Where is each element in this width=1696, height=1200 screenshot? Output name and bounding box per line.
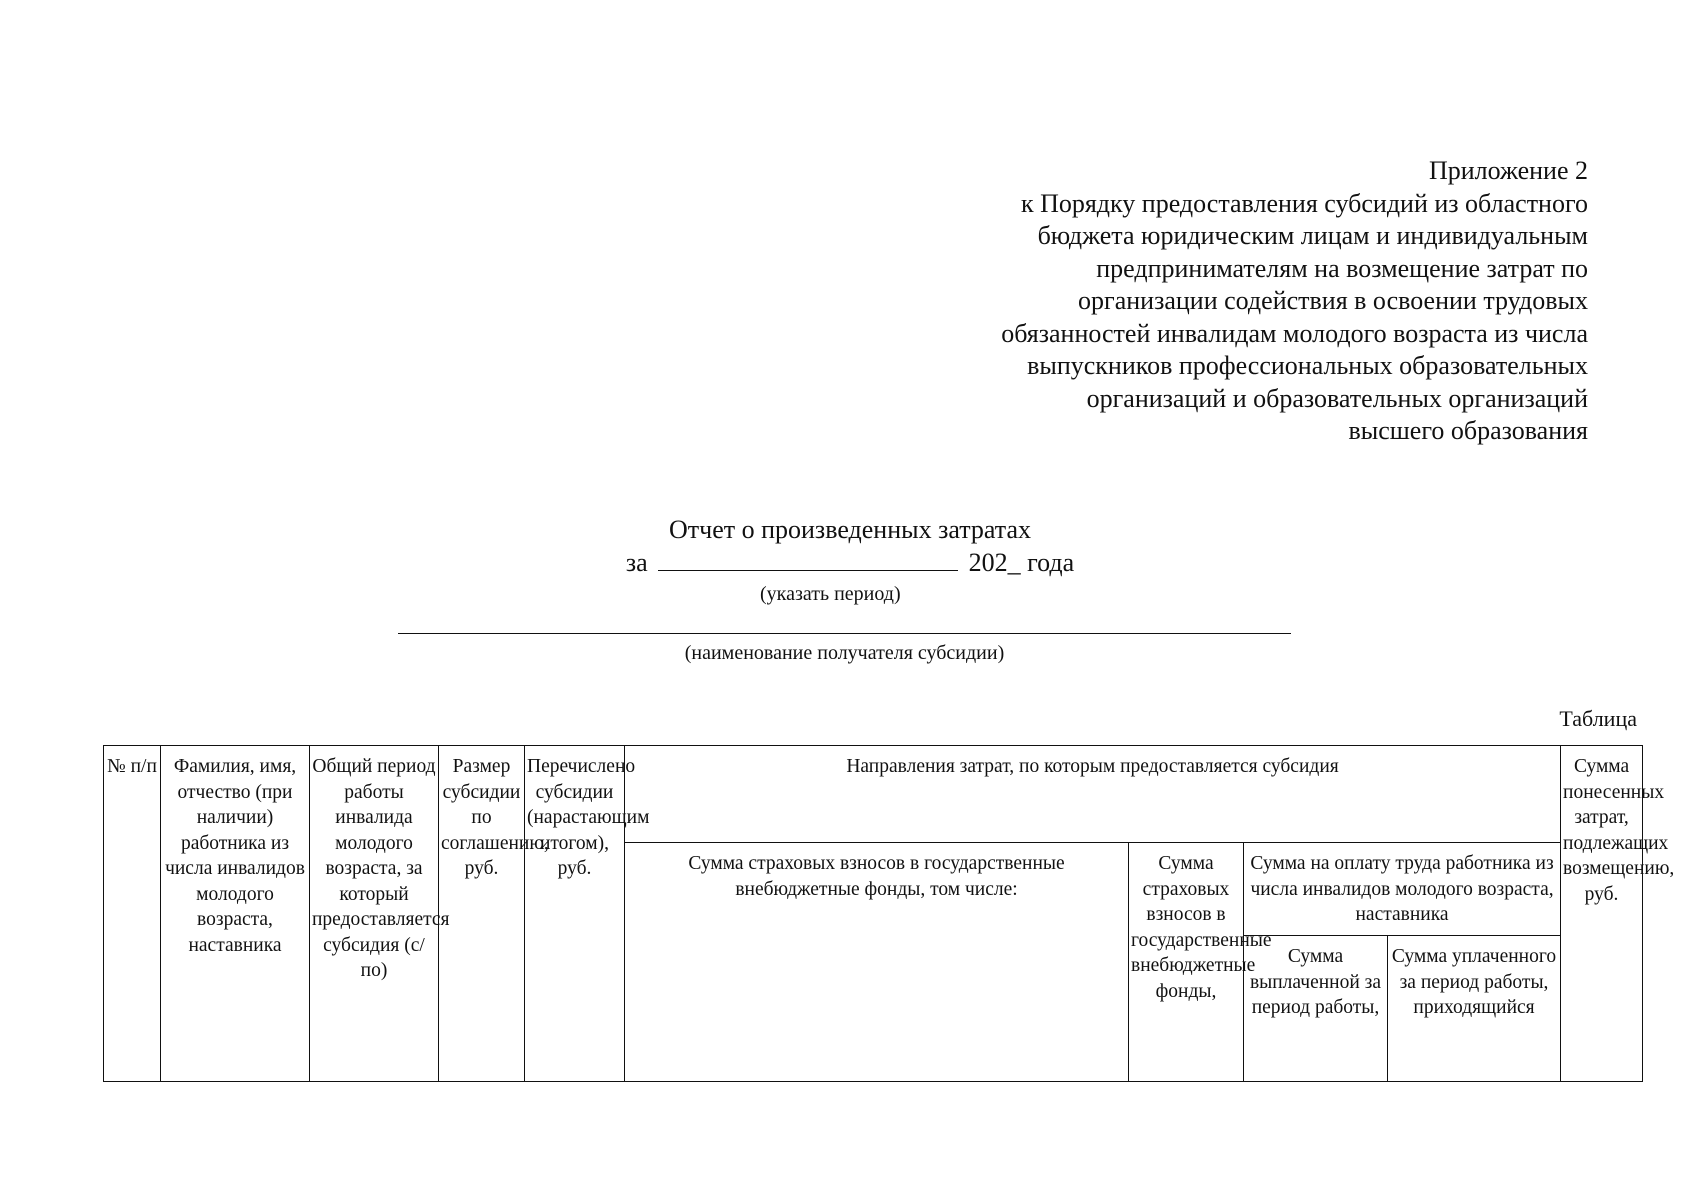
appendix-line: к Порядку предоставления субсидий из областного bbox=[1020, 188, 1588, 218]
table-label: Таблица bbox=[1559, 706, 1637, 731]
period-suffix: 202_ года bbox=[968, 548, 1075, 577]
appendix-line: выпускников профессиональных образовательных bbox=[1027, 351, 1588, 380]
period-hint: (указать период) bbox=[760, 583, 901, 605]
header-transferred: Перечислено субсидии (нарастающим итогом), руб. bbox=[525, 746, 625, 1082]
header-subsidy-size: Размер субсидии по соглашению, руб. bbox=[439, 746, 525, 1082]
report-title: Отчет о произведенных затратах bbox=[668, 515, 1031, 544]
recipient-blank-field[interactable] bbox=[398, 633, 1291, 634]
header-insurance-total: Сумма страховых взносов в государственные внебюджетные фонды, том числе: bbox=[625, 843, 1129, 1082]
appendix-line: обязанностей инвалидам молодого возраста из числа bbox=[1001, 318, 1588, 348]
recipient-hint: (наименование получателя субсидии) bbox=[684, 642, 1005, 664]
header-total-costs: Сумма понесенных затрат, подлежащих возмещению, руб. bbox=[1561, 746, 1643, 1082]
header-insurance-funds: Сумма страховых взносов в государственные внебюджетные фонды, bbox=[1129, 843, 1244, 1082]
appendix-line: Приложение 2 bbox=[1428, 156, 1588, 185]
header-paid-for-period: Сумма выплаченной за период работы, bbox=[1244, 936, 1388, 1082]
header-directions: Направления затрат, по которым предоставляется субсидия bbox=[625, 746, 1561, 843]
appendix-line: организации содействия в освоении трудовых bbox=[1078, 286, 1588, 315]
appendix-line: бюджета юридическим лицам и индивидуальным bbox=[1037, 221, 1588, 250]
header-labor-pay: Сумма на оплату труда работника из числа инвалидов молодого возраста, наставника bbox=[1244, 843, 1561, 936]
header-paid-for-period-share: Сумма уплаченного за период работы, приходящийся bbox=[1388, 936, 1561, 1082]
appendix-block bbox=[888, 155, 1588, 448]
header-num: № п/п bbox=[104, 746, 161, 1082]
period-prefix: за bbox=[625, 548, 648, 577]
period-blank-field[interactable] bbox=[658, 548, 958, 571]
appendix-line: организаций и образовательных организаций bbox=[1086, 383, 1588, 413]
appendix-line: высшего образования bbox=[1348, 416, 1588, 445]
header-name: Фамилия, имя, отчество (при наличии) работника из числа инвалидов молодого возраста, наставника bbox=[161, 746, 310, 1082]
costs-table bbox=[103, 745, 1675, 1082]
report-period bbox=[500, 548, 1200, 578]
header-period: Общий период работы инвалида молодого возраста, за который предоставляется субсидия (с/по) bbox=[310, 746, 439, 1082]
appendix-line: предпринимателям на возмещение затрат по bbox=[1096, 253, 1588, 283]
